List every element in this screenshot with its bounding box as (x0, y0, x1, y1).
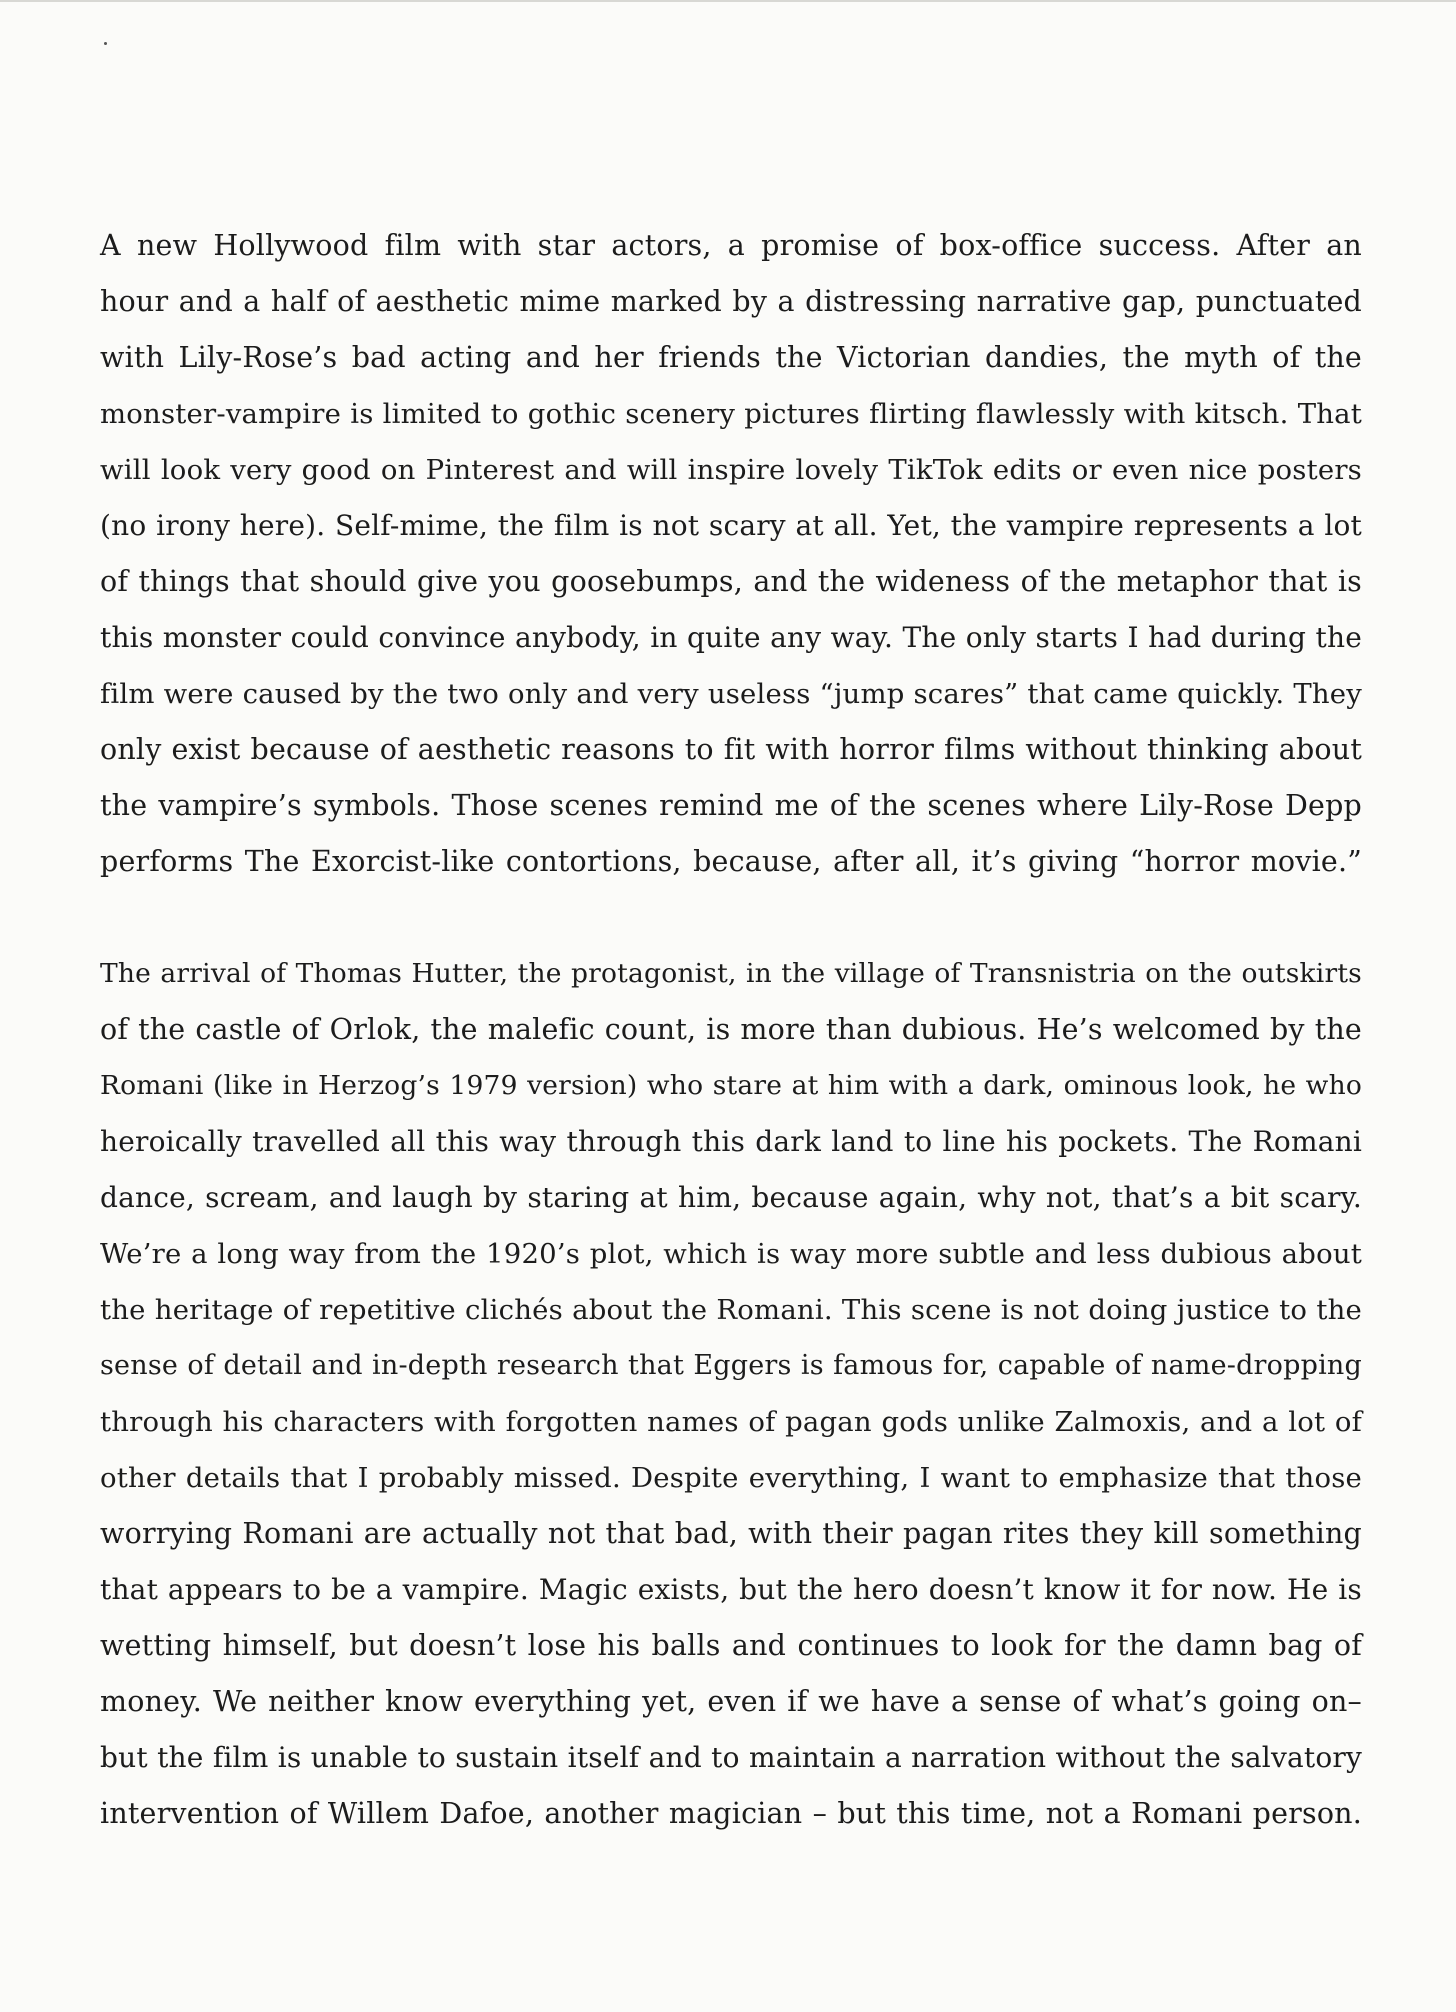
text-line: We’re a long way from the 1920’s plot, which is way more subtle and less dubious about (100, 1238, 1362, 1270)
text-line: (no irony here). Self-mime, the film is not scary at all. Yet, the vampire represents a lot (100, 509, 1362, 542)
text-line: wetting himself, but doesn’t lose his balls and continues to look for the damn bag of (100, 1629, 1362, 1662)
scan-speck (104, 42, 107, 45)
text-line: that appears to be a vampire. Magic exists, but the hero doesn’t know it for now. He is (100, 1573, 1362, 1606)
text-line: monster-vampire is limited to gothic scenery pictures flirting flawlessly with kitsch. That (100, 398, 1362, 430)
text-line: Romani (like in Herzog’s 1979 version) who stare at him with a dark, ominous look, he who (100, 1070, 1362, 1101)
text-line: this monster could convince anybody, in quite any way. The only starts I had during the (100, 621, 1362, 654)
text-line: the heritage of repetitive clichés about the Romani. This scene is not doing justice to the (100, 1294, 1362, 1326)
text-line: A new Hollywood film with star actors, a promise of box-office success. After an (100, 229, 1362, 262)
text-line: with Lily-Rose’s bad acting and her friends the Victorian dandies, the myth of the (100, 341, 1362, 374)
text-line: but the film is unable to sustain itself and to maintain a narration without the salvatory (100, 1741, 1362, 1774)
text-line: dance, scream, and laugh by staring at him, because again, why not, that’s a bit scary. (100, 1181, 1362, 1214)
paragraph-2 (100, 946, 1362, 1842)
text-line: performs The Exorcist-like contortions, because, after all, it’s giving “horror movie.” (100, 845, 1362, 878)
text-line: worrying Romani are actually not that bad, with their pagan rites they kill something (100, 1517, 1362, 1550)
text-line: other details that I probably missed. Despite everything, I want to emphasize that those (100, 1462, 1362, 1494)
text-line: heroically travelled all this way through this dark land to line his pockets. The Romani (100, 1125, 1362, 1158)
paragraph-spacer (100, 890, 1362, 946)
text-line: The arrival of Thomas Hutter, the protagonist, in the village of Transnistria on the outskirts (100, 958, 1362, 989)
paragraph-1 (100, 218, 1362, 890)
text-line: of the castle of Orlok, the malefic count, is more than dubious. He’s welcomed by the (100, 1013, 1362, 1046)
scan-edge (0, 0, 1456, 2)
text-line: only exist because of aesthetic reasons to fit with horror films without thinking about (100, 733, 1362, 766)
text-line: sense of detail and in-depth research that Eggers is famous for, capable of name-dropping (100, 1350, 1362, 1381)
text-line: the vampire’s symbols. Those scenes remind me of the scenes where Lily-Rose Depp (100, 789, 1362, 822)
text-line: will look very good on Pinterest and will inspire lovely TikTok edits or even nice posters (100, 454, 1362, 486)
text-line: money. We neither know everything yet, even if we have a sense of what’s going on– (100, 1685, 1362, 1718)
text-line: hour and a half of aesthetic mime marked by a distressing narrative gap, punctuated (100, 285, 1362, 318)
text-line: of things that should give you goosebumps, and the wideness of the metaphor that is (100, 565, 1362, 598)
document-page (100, 218, 1362, 1842)
text-line: through his characters with forgotten names of pagan gods unlike Zalmoxis, and a lot of (100, 1406, 1362, 1438)
text-line: intervention of Willem Dafoe, another magician – but this time, not a Romani person. (100, 1797, 1362, 1830)
text-line: film were caused by the two only and very useless “jump scares” that came quickly. They (100, 678, 1362, 710)
